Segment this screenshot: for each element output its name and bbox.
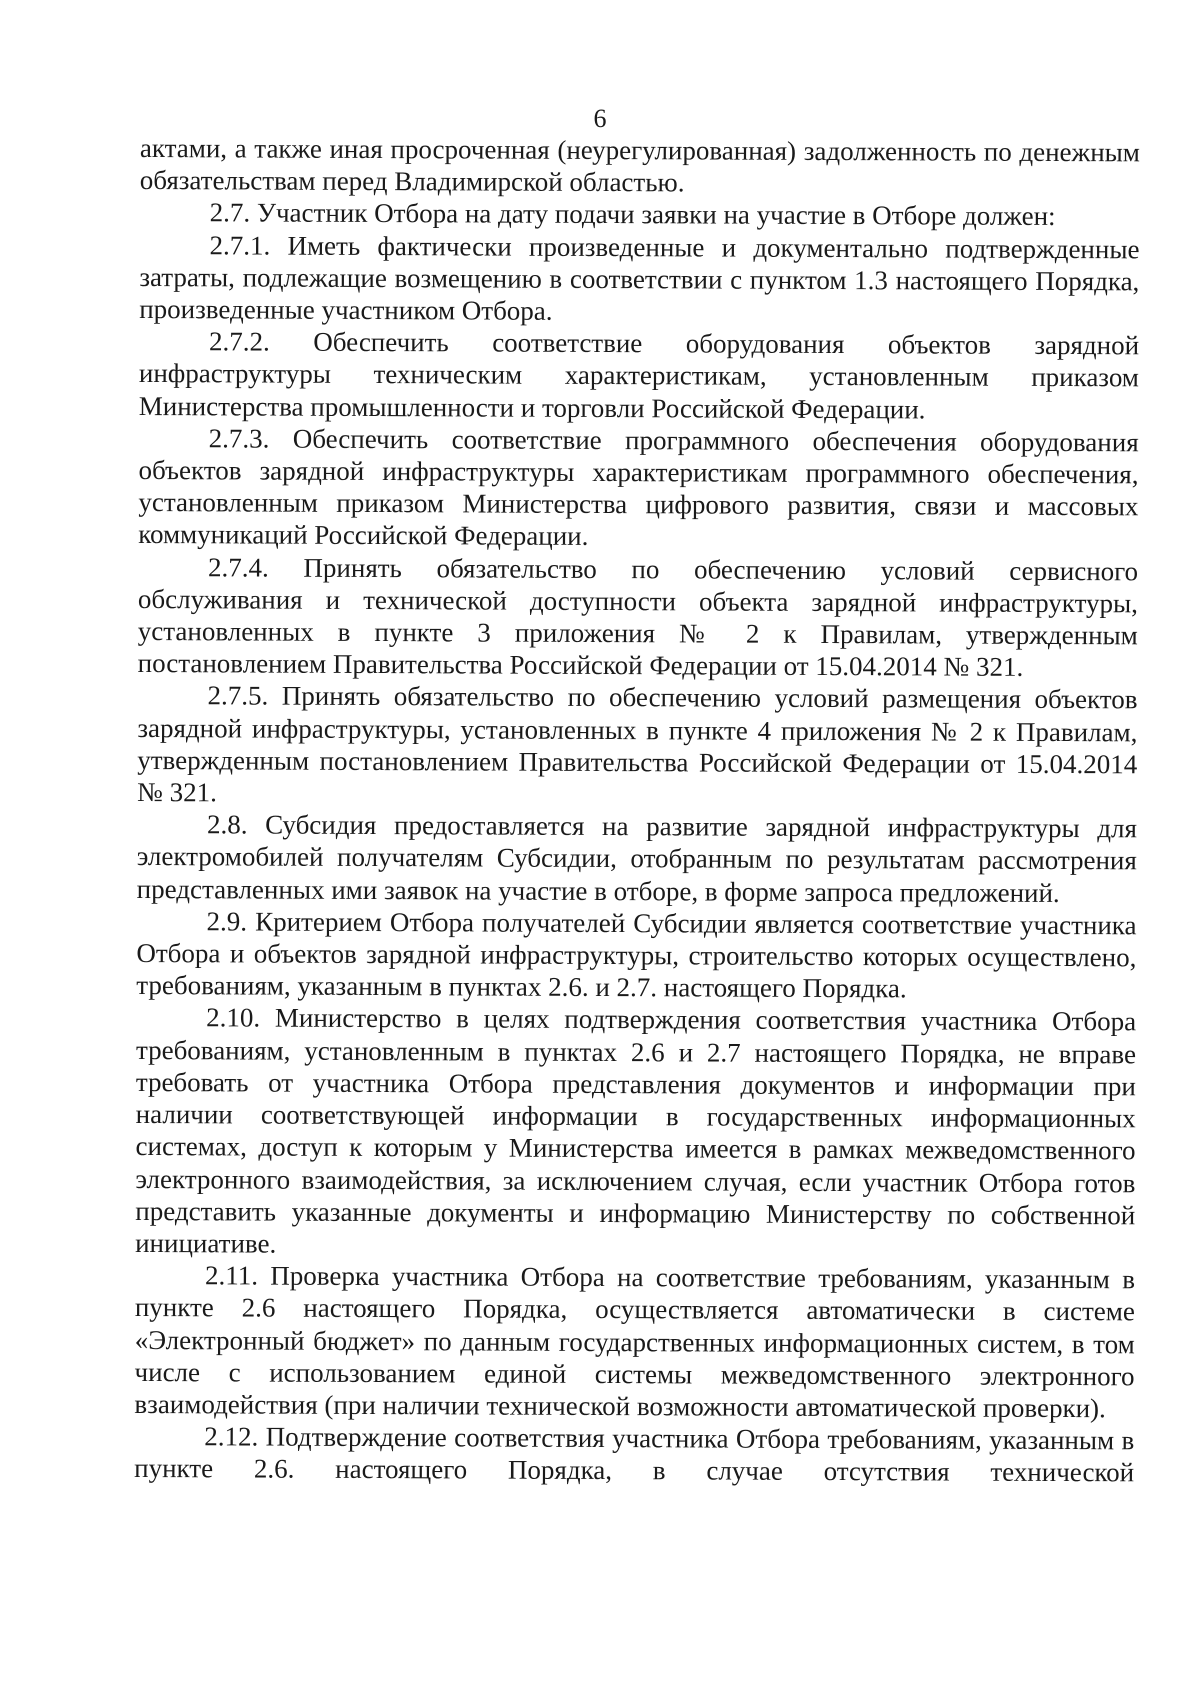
paragraph-2-11: 2.11. Проверка участника Отбора на соответствие требованиям, указанным в пункте 2.6 настоящего Порядка, осуществляется автоматически в системе «Электронный бюджет» по данным государственных информационных систем, в том числе с использованием единой системы межведомственного электронного взаимодействия (при наличии технической возможности автоматической проверки). bbox=[134, 1260, 1136, 1424]
paragraph-2-8: 2.8. Субсидия предоставляется на развитие зарядной инфраструктуры для электромобилей получателям Субсидии, отобранным по результатам рассмотрения представленных ими заявок на участие в отборе, в форме запроса предложений. bbox=[136, 809, 1138, 908]
paragraph-2-7-5: 2.7.5. Принять обязательство по обеспечению условий размещения объектов зарядной инфраструктуры, установленных в пункте 4 приложения № 2 к Правилам, утвержденным постановлением Правительства Российской Федерации от 15.04.2014 № 321. bbox=[137, 680, 1138, 808]
paragraph-2-12: 2.12. Подтверждение соответствия участника Отбора требованиям, указанным в пункте 2.6. настоящего Порядка, в случае отсутствия технической bbox=[134, 1421, 1135, 1488]
paragraph-2-7-1: 2.7.1. Иметь фактически произведенные и документально подтвержденные затраты, подлежащие возмещению в соответствии с пунктом 1.3 настоящего Порядка, произведенные участником Отбора. bbox=[139, 229, 1140, 326]
paragraph-2-7-3: 2.7.3. Обеспечить соответствие программного обеспечения оборудования объектов зарядной инфраструктуры характеристикам программного обеспечения, установленным приказом Министерства цифрового развития, связи и массовых коммуникаций Российской Федерации. bbox=[138, 423, 1139, 552]
paragraph-debt-continuation: актами, а также иная просроченная (неурегулированная) задолженность по денежным обязательствам перед Владимирской областью. bbox=[139, 132, 1140, 198]
document-body bbox=[134, 132, 1140, 1489]
page-number: 6 bbox=[593, 104, 607, 133]
paragraph-2-10: 2.10. Министерство в целях подтверждения соответствия участника Отбора требованиям, установленным в пунктах 2.6 и 2.7 настоящего Порядка, не вправе требовать от участника Отбора представления документов и информации при наличии соответствующей информации в государственных информационных системах, доступ к которым у Министерства имеется в рамках межведомственного электронного взаимодействия, за исключением случая, если участник Отбора готов представить указанные документы и информацию Министерству по собственной инициативе. bbox=[135, 1002, 1137, 1259]
paragraph-2-7-2: 2.7.2. Обеспечить соответствие оборудования объектов зарядной инфраструктуры техническим характеристикам, установленным приказом Министерства промышленности и торговли Российской Федерации. bbox=[138, 326, 1140, 425]
paragraph-2-9: 2.9. Критерием Отбора получателей Субсидии является соответствие участника Отбора и объектов зарядной инфраструктуры, строительство которых осуществлено, требованиям, указанным в пунктах 2.6. и 2.7. настоящего Порядка. bbox=[136, 906, 1137, 1004]
paragraph-2-7: 2.7. Участник Отбора на дату подачи заявки на участие в Отборе должен: bbox=[209, 197, 1056, 232]
paragraph-2-7-4: 2.7.4. Принять обязательство по обеспечению условий сервисного обслуживания и технической доступности объекта зарядной инфраструктуры, установленных в пункте 3 приложения № 2 к Правилам, утвержденным постановлением Правительства Российской Федерации от 15.04.2014 № 321. bbox=[137, 551, 1139, 683]
